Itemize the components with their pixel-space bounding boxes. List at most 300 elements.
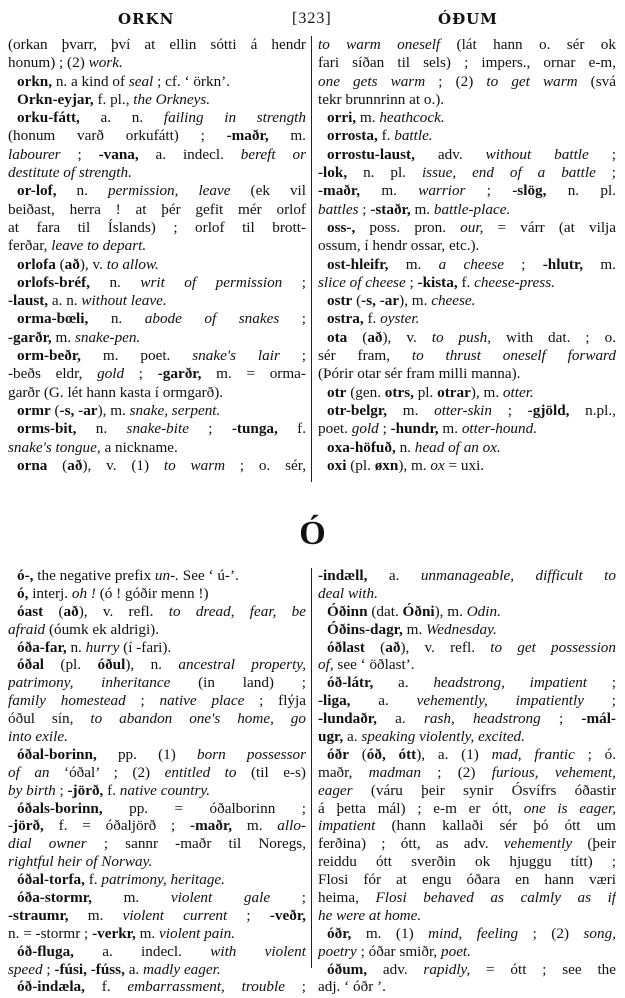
gloss: patrimony, heritage. — [101, 871, 225, 889]
text: ; — [588, 145, 616, 163]
text-line — [8, 764, 306, 782]
headword: -maðr, — [190, 817, 233, 835]
text-line — [318, 889, 616, 907]
text: adj. ‘ óðr ’. — [318, 978, 386, 996]
text: ; — [583, 692, 616, 710]
gloss: hurry — [85, 638, 120, 656]
text: ; — [465, 182, 513, 200]
gloss: head of an ox. — [414, 438, 501, 456]
gloss: slice of cheese — [318, 273, 406, 291]
entry-line — [8, 978, 306, 996]
gloss: a cheese — [438, 255, 504, 273]
text-line — [318, 978, 616, 996]
gloss: to warm oneself — [318, 36, 441, 53]
text-line — [8, 146, 306, 164]
text: a nickname. — [100, 438, 178, 456]
text: (orkan þvarr, því at ellin sótti á hendr — [8, 36, 306, 53]
entry-line — [8, 182, 306, 200]
text-line — [8, 907, 306, 925]
text-line — [318, 782, 616, 800]
headword: óast — [17, 602, 44, 620]
text-line — [318, 182, 616, 200]
text: m. (1) — [351, 924, 429, 942]
bottom-right-column — [318, 567, 616, 996]
text: poss. pron. — [355, 218, 461, 236]
headword: ugr, — [318, 728, 344, 746]
text: ; — [405, 273, 418, 291]
gloss: labourer — [8, 145, 61, 163]
headword: ostr — [327, 292, 353, 310]
headword: -fúsi, -fúss, — [54, 960, 125, 978]
gloss: work. — [88, 54, 123, 72]
text: ( — [364, 638, 386, 656]
gloss: headstrong, impatient — [433, 674, 588, 692]
text: ; — [284, 978, 306, 996]
text: garðr (G. lét hann kasta í ormgarð). — [8, 383, 224, 401]
text: pp. (1) — [96, 745, 198, 763]
text: n. — [56, 182, 108, 200]
text: ( — [47, 456, 68, 474]
text: (pl. — [346, 456, 375, 474]
text: with dat. ; o. — [491, 328, 616, 346]
text: heima, — [318, 889, 376, 907]
headword: orm-beðr, — [17, 347, 81, 365]
text-line — [318, 201, 616, 219]
entry-line — [8, 91, 306, 109]
text: a. — [124, 960, 144, 978]
text-line — [318, 835, 616, 853]
entry-line — [318, 146, 616, 164]
text-line — [8, 54, 306, 72]
text: f. = óðaljörð ; — [43, 817, 191, 835]
text: ), v. — [79, 255, 107, 273]
headword: orrostu-laust, — [327, 145, 415, 163]
text: ; (2) — [420, 763, 492, 781]
text: ; (2) — [518, 924, 584, 942]
headword: óðr, — [327, 924, 352, 942]
headword: óðal-torfa, — [17, 871, 85, 889]
text: ‘óðal’ ; (2) — [49, 763, 165, 781]
headword: ormr — [17, 401, 51, 419]
text: ; — [503, 255, 543, 273]
gloss: bereft or — [240, 145, 306, 163]
text: f. — [457, 273, 475, 291]
text-line — [8, 674, 306, 692]
entry-line — [8, 639, 306, 657]
headword: -tunga, — [231, 420, 278, 438]
text: poet. — [318, 420, 352, 438]
gloss: destitute of strength. — [8, 164, 132, 182]
headword: orku-fátt, — [17, 109, 80, 127]
text: f. — [277, 420, 306, 438]
gloss: one gets warm — [318, 72, 426, 90]
gloss: mad, frantic — [491, 745, 575, 763]
headword: óðum, — [327, 960, 368, 978]
gloss: poet. — [441, 942, 471, 960]
text: ; cf. ‘ örkn’. — [153, 72, 231, 90]
gloss: un-. — [154, 567, 179, 584]
headword: otr-belgr, — [327, 401, 388, 419]
gloss: eager — [318, 781, 353, 799]
text: ; óðar smiðr, — [356, 942, 441, 960]
gloss: vehemently — [503, 835, 573, 853]
headword: -garðr, — [157, 365, 202, 383]
entry-line — [8, 73, 306, 91]
entry-line — [318, 219, 616, 237]
text: m. — [91, 889, 171, 907]
text: ; — [270, 889, 306, 907]
text: (pl. — [44, 656, 98, 674]
headword: Óðinn — [327, 602, 368, 620]
text-line — [8, 201, 306, 219]
headword: -hundr, — [390, 420, 439, 438]
gloss: of an — [8, 763, 50, 781]
text: ; — [492, 401, 528, 419]
text-line — [318, 817, 616, 835]
text: n.pl., — [569, 401, 616, 419]
headword: oxa-höfuð, — [327, 438, 396, 456]
text: n. a kind of — [52, 72, 129, 90]
headword: or-lof, — [17, 182, 57, 200]
text: adv. — [414, 145, 486, 163]
text: -beðs eldr, — [8, 365, 98, 383]
text: a. — [376, 710, 424, 728]
text: = uxi. — [444, 456, 485, 474]
text: n. — [66, 638, 86, 656]
gloss: deal with. — [318, 584, 378, 602]
headword: -verkr, — [92, 924, 136, 942]
headword: -lok, — [318, 164, 348, 182]
text: m. — [360, 182, 419, 200]
gloss: afraid — [8, 620, 46, 638]
headword: Óðni — [402, 602, 435, 620]
entry-line — [8, 109, 306, 127]
text-line — [8, 384, 306, 402]
text-line — [8, 439, 306, 457]
text-line — [8, 817, 306, 835]
text: ; — [378, 420, 391, 438]
text: ), v. — [382, 328, 432, 346]
entry-line — [8, 402, 306, 420]
text: ( — [348, 745, 367, 763]
entry-line — [318, 310, 616, 328]
gloss: otter-skin — [434, 401, 492, 419]
text: (Þórir otar sér fram milli manna). — [318, 365, 521, 383]
text: (í -fari). — [119, 638, 172, 656]
entry-line — [318, 127, 616, 145]
gloss: battle-place. — [433, 200, 511, 218]
text: ; — [282, 273, 306, 291]
text: (honum varð orkufátt) ; — [8, 127, 227, 145]
text: n. pl. — [546, 182, 616, 200]
text: ; — [595, 164, 616, 182]
gloss: cheese-press. — [474, 273, 555, 291]
gloss: oyster. — [380, 310, 420, 328]
text: ; — [125, 692, 160, 710]
text-line — [318, 347, 616, 365]
gloss: snake's lair — [192, 347, 280, 365]
headword: orlofs-bréf, — [17, 273, 90, 291]
gloss: ancestral property, — [178, 656, 306, 674]
text: ), v. refl. — [78, 602, 169, 620]
text: ), a. (1) — [416, 745, 492, 763]
text: pp. = óðalborinn ; — [102, 799, 306, 817]
gloss: song, — [583, 924, 616, 942]
gloss: rash, headstrong — [423, 710, 541, 728]
gloss: violent pain. — [159, 924, 235, 942]
gloss: speed — [8, 960, 43, 978]
text-line — [318, 567, 616, 585]
text: m. — [51, 328, 75, 346]
text: a. n. — [79, 109, 164, 127]
headword: ota — [327, 328, 348, 346]
headword: -maðr, — [226, 127, 269, 145]
text: ; — [60, 145, 99, 163]
headword: øxn — [374, 456, 399, 474]
text: m. — [68, 906, 123, 924]
headword: óðul — [97, 656, 126, 674]
entry-line — [318, 384, 616, 402]
text-line — [8, 164, 306, 182]
text: ; flýja — [244, 692, 306, 710]
text: see ‘ öðlast’. — [333, 656, 415, 674]
headword: óðals-borinn, — [17, 799, 103, 817]
text: m. — [232, 817, 278, 835]
text: m. — [387, 401, 435, 419]
text: (svá — [577, 72, 616, 90]
text: n. — [89, 273, 141, 291]
text: ; (2) — [425, 72, 487, 90]
gloss: heathcock. — [379, 109, 445, 127]
text-line — [8, 127, 306, 145]
text: m. — [268, 127, 306, 145]
text-line — [8, 710, 306, 728]
gloss: unmanageable, difficult to — [420, 567, 616, 584]
text-line — [8, 621, 306, 639]
text-line — [8, 365, 306, 383]
entry-line — [8, 603, 306, 621]
gloss: snake's tongue, — [8, 438, 101, 456]
running-head-left: ORKN — [118, 10, 175, 28]
gloss: native place — [159, 692, 245, 710]
headword: -s, -ar — [59, 401, 98, 419]
text: m. — [356, 109, 380, 127]
gloss: battle. — [394, 127, 433, 145]
headword: óðlast — [327, 638, 365, 656]
gloss: ox — [430, 456, 445, 474]
text-line — [318, 943, 616, 961]
gloss: snake-pen. — [74, 328, 141, 346]
text: a. indecl. — [73, 942, 211, 960]
entry-line — [318, 674, 616, 692]
text: ), m. — [399, 292, 432, 310]
text: n. = -stormr ; — [8, 924, 93, 942]
text-line — [318, 91, 616, 109]
text: tekr brunnrinn at o.). — [318, 90, 445, 108]
entry-line — [318, 402, 616, 420]
headword: -veðr, — [269, 906, 306, 924]
text-line — [8, 292, 306, 310]
text: a. indecl. — [138, 145, 241, 163]
headword: -s, -ar — [361, 292, 400, 310]
text: n. — [88, 310, 145, 328]
text: ; — [227, 906, 270, 924]
text: m. — [438, 420, 462, 438]
headword: að — [367, 328, 383, 346]
entry-line — [8, 943, 306, 961]
text: = ótt ; see the — [470, 960, 616, 978]
text-line — [318, 764, 616, 782]
column-divider-bottom — [311, 568, 312, 968]
entry-line — [8, 585, 306, 603]
gloss: to abandon one's home, go — [90, 710, 306, 728]
text-line — [8, 237, 306, 255]
gloss: madly eager. — [143, 960, 221, 978]
text: m. — [583, 255, 616, 273]
gloss: permission, leave — [107, 182, 231, 200]
headword: ost-hleifr, — [327, 255, 389, 273]
entry-line — [318, 329, 616, 347]
headword: oss-, — [327, 218, 356, 236]
text: Flosi fór at engu óðara en hann væri — [318, 871, 616, 889]
gloss: writ of permission — [140, 273, 283, 291]
text: a. — [350, 692, 417, 710]
text-line — [8, 692, 306, 710]
headword: -laust, — [8, 292, 49, 310]
text: (váru þeir synir Ósvífrs óðastir — [352, 781, 616, 799]
text: ; — [188, 420, 232, 438]
gloss: gold — [351, 420, 379, 438]
headword: orma-bœli, — [17, 310, 89, 328]
gloss: snake-bite — [126, 420, 189, 438]
text: ; sannr -maðr til Noregs, — [86, 835, 306, 853]
headword: ó, — [17, 584, 29, 602]
text: (gen. — [346, 383, 385, 401]
headword: að — [63, 602, 79, 620]
text: honum) ; (2) — [8, 54, 89, 72]
headword: óð-fluga, — [17, 942, 74, 960]
entry-line — [318, 746, 616, 764]
text-line — [8, 853, 306, 871]
text: ossum, í hendr ossar, etc.). — [318, 237, 480, 255]
text: See ‘ ú-’. — [178, 567, 239, 584]
text-line — [8, 782, 306, 800]
text: ( — [55, 255, 65, 273]
entry-line — [8, 656, 306, 674]
headword: -garðr, — [8, 328, 52, 346]
headword: Óðins-dagr, — [327, 620, 403, 638]
gloss: abode of snakes — [144, 310, 280, 328]
entry-line — [8, 457, 306, 475]
text-line — [8, 961, 306, 979]
entry-line — [318, 457, 616, 475]
gloss: madman — [368, 763, 421, 781]
text: f. — [103, 781, 120, 799]
headword: að — [385, 638, 401, 656]
text-line — [318, 420, 616, 438]
text: ; — [587, 674, 616, 692]
headword: -indæll, — [318, 567, 368, 584]
entry-line — [8, 310, 306, 328]
gloss: failing in strength — [163, 109, 306, 127]
gloss: gold — [97, 365, 125, 383]
text: (dat. — [367, 602, 403, 620]
text-line — [318, 710, 616, 728]
text: sér fram, — [318, 347, 412, 365]
text-line — [318, 274, 616, 292]
headword: óða-stormr, — [17, 889, 92, 907]
headword: -gjöld, — [527, 401, 570, 419]
text-line — [8, 36, 306, 54]
text: adv. — [367, 960, 424, 978]
headword: orlofa — [17, 255, 56, 273]
top-left-column — [8, 36, 306, 475]
gloss: without battle — [485, 145, 589, 163]
entry-line — [318, 639, 616, 657]
gloss: violent gale — [170, 889, 271, 907]
text: ), n. — [125, 656, 179, 674]
headword: að — [64, 255, 80, 273]
text: (þeir — [572, 835, 616, 853]
gloss: the Orkneys. — [133, 90, 211, 108]
gloss: patrimony, inheritance — [8, 674, 171, 692]
entry-line — [8, 420, 306, 438]
text: reiddu ótt sverðin ok hjuggu títt) ; — [318, 853, 616, 871]
text: f. pl., — [93, 90, 134, 108]
text: at fara til Íslands) ; orlof til brott- — [8, 218, 306, 236]
gloss: by birth — [8, 781, 56, 799]
entry-line — [318, 925, 616, 943]
gloss: born possessor — [197, 745, 306, 763]
text: óðul sín, — [8, 710, 91, 728]
text: m. — [410, 200, 434, 218]
text-line — [318, 907, 616, 925]
text: ferðar, — [8, 237, 52, 255]
text: a. — [373, 674, 434, 692]
gloss: rightful heir of Norway. — [8, 853, 153, 871]
text: ; — [42, 960, 55, 978]
text: f. — [84, 978, 128, 996]
text-line — [8, 835, 306, 853]
gloss: Odin. — [466, 602, 501, 620]
text: a. n. — [48, 292, 82, 310]
text: ( — [43, 602, 64, 620]
headword: -straumr, — [8, 906, 69, 924]
entry-line — [318, 256, 616, 274]
headword: -staðr, — [370, 200, 411, 218]
text: = várr (at vilja — [483, 218, 616, 236]
text: the negative prefix — [33, 567, 155, 584]
gloss: to push, — [431, 328, 492, 346]
gloss: Flosi behaved as calmly as if — [375, 889, 616, 907]
gloss: leave to depart. — [51, 237, 147, 255]
text: m. — [388, 255, 439, 273]
entry-line — [318, 439, 616, 457]
gloss: without leave. — [81, 292, 167, 310]
entry-line — [8, 746, 306, 764]
text: ( — [352, 292, 362, 310]
text: ; — [279, 347, 306, 365]
entry-line — [8, 567, 306, 585]
headword: orms-bit, — [17, 420, 77, 438]
gloss: battles — [318, 200, 359, 218]
text-line — [318, 585, 616, 603]
headword: -slög, — [512, 182, 547, 200]
bottom-left-column — [8, 567, 306, 996]
text: fari síðan til sels) ; impers., ornar e-m, — [318, 54, 616, 72]
headword: óðal — [17, 656, 45, 674]
headword: otr — [327, 383, 347, 401]
